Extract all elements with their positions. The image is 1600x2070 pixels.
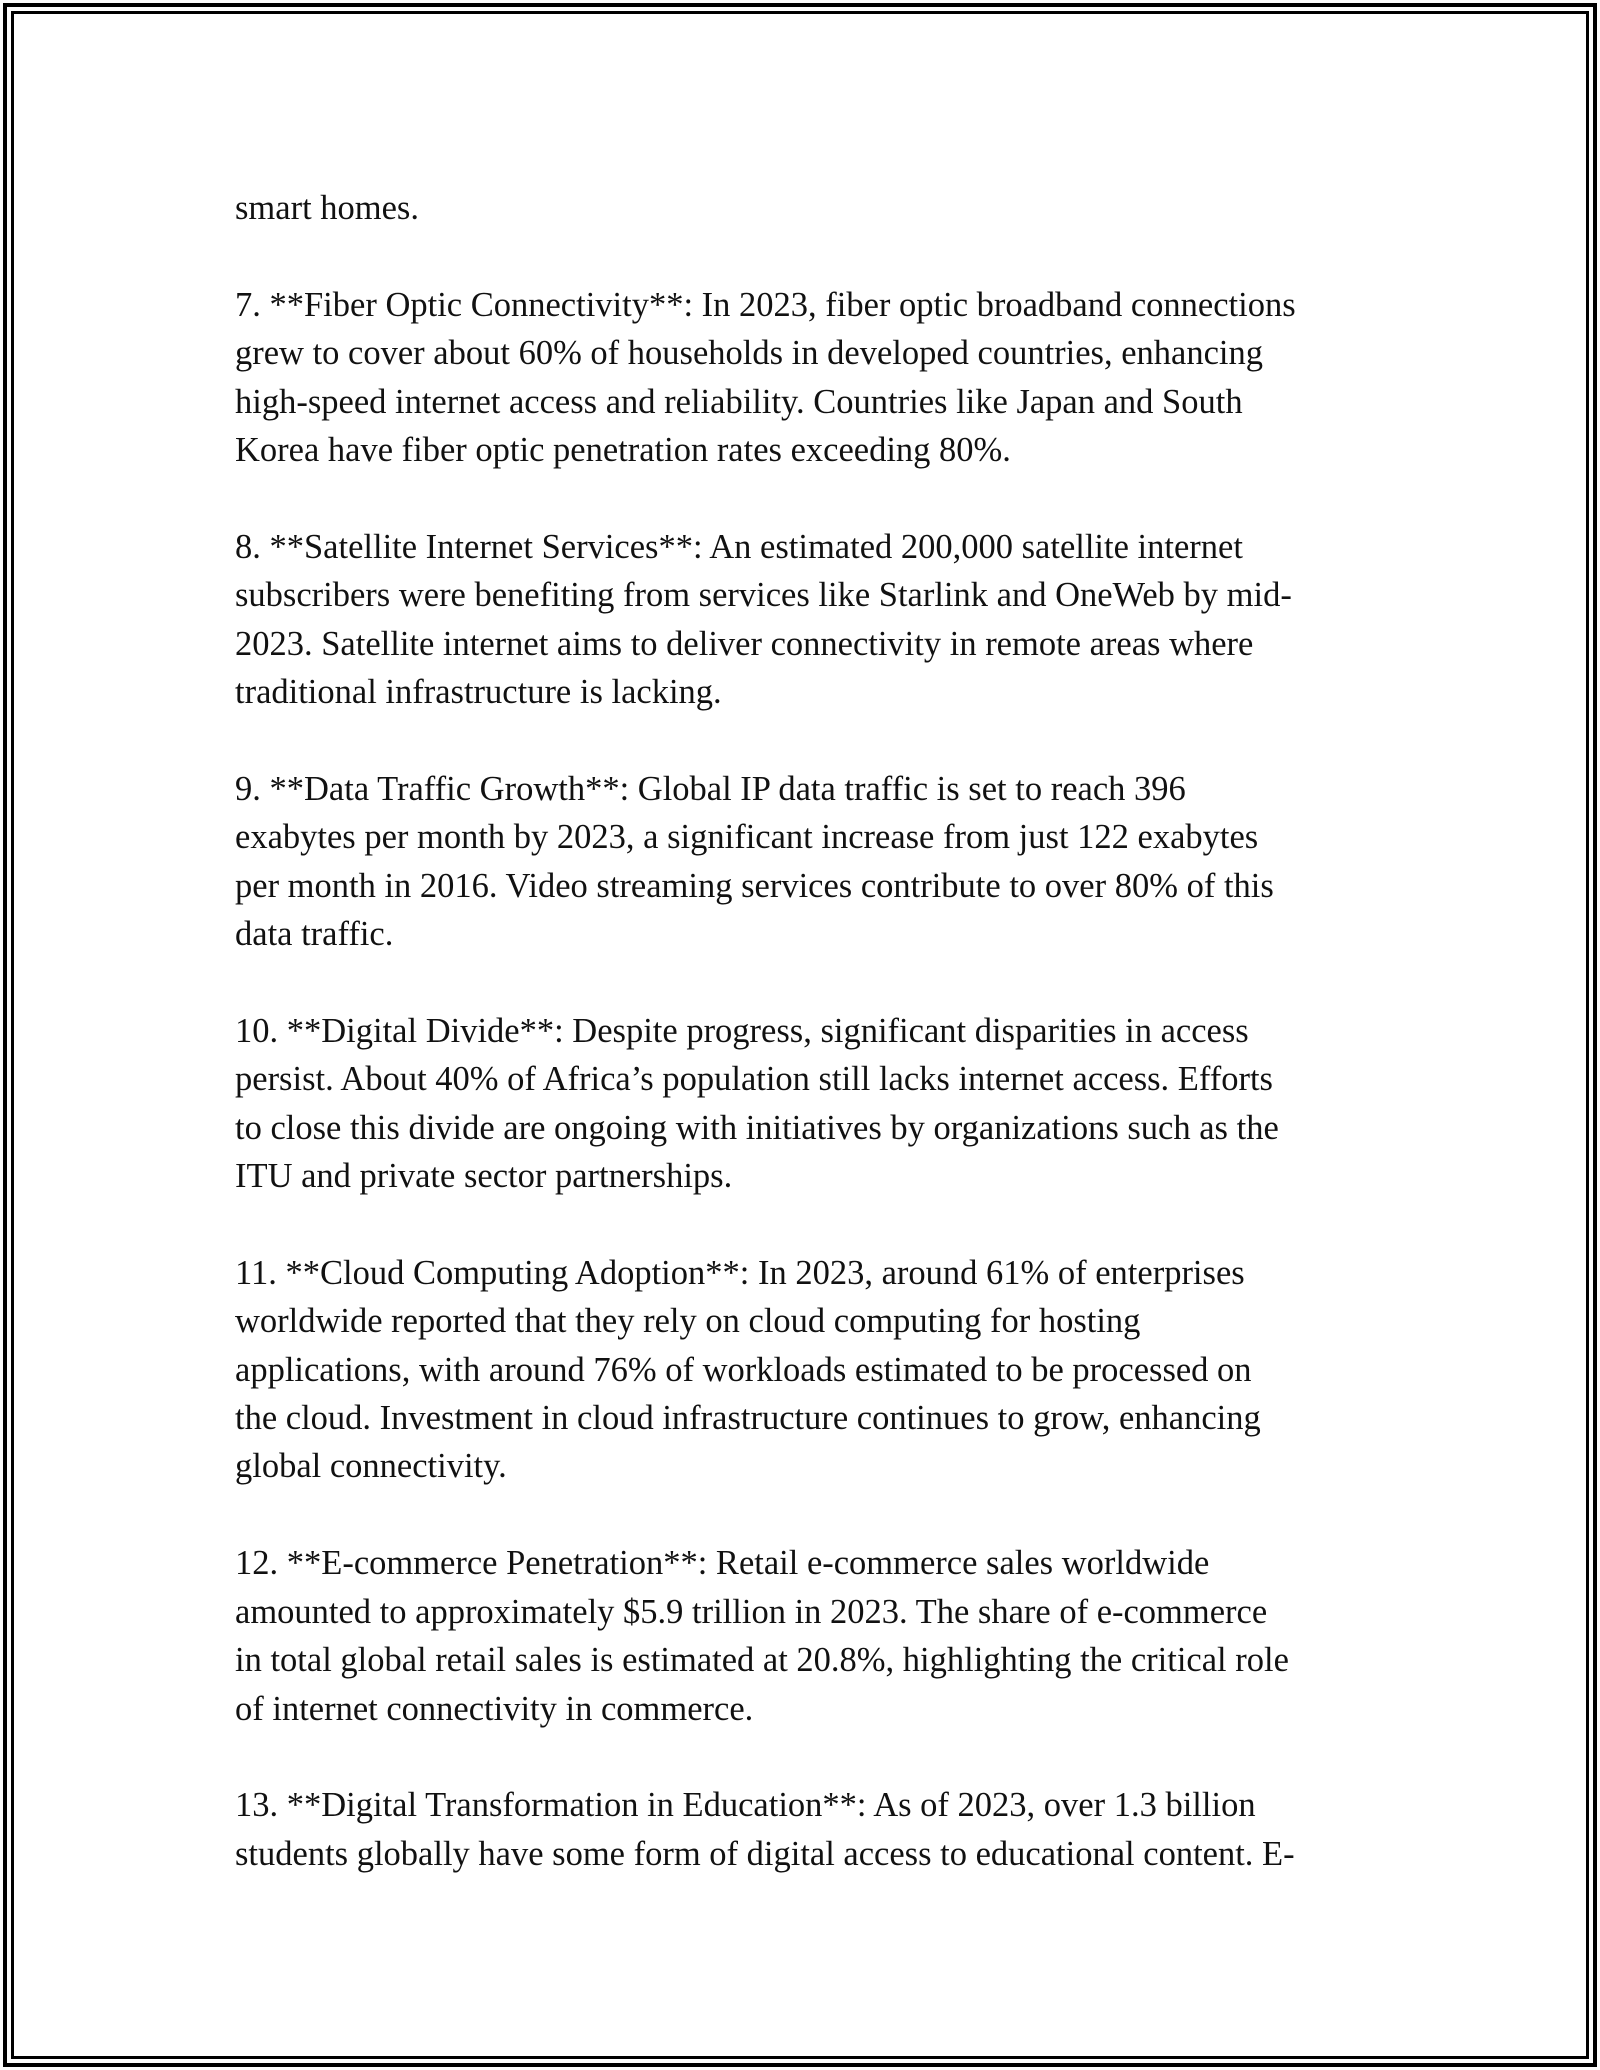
paragraph-digital-divide: 10. **Digital Divide**: Despite progress, significant disparities in access persist. About 40% of Africa’s population still lacks internet access. Efforts to close this divide are ongoing with initiatives by organizations such as the ITU and private sector partnerships. <box>235 1011 1279 1196</box>
paragraph-cloud-computing-adoption: 11. **Cloud Computing Adoption**: In 2023, around 61% of enterprises worldwide reported that they rely on cloud computing for hosting applications, with around 76% of workloads estimated to be processed on the cloud. Investment in cloud infrastructure continues to grow, enhancing global connectivity. <box>235 1253 1261 1486</box>
document-body <box>235 184 1380 1927</box>
paragraph-continuation: smart homes. <box>235 189 419 227</box>
paragraph-digital-transformation-education: 13. **Digital Transformation in Education**: As of 2023, over 1.3 billion students globally have some form of digital access to educational content. E- <box>235 1786 1295 1873</box>
paragraph-fiber-optic-connectivity: 7. **Fiber Optic Connectivity**: In 2023, fiber optic broadband connections grew to cover about 60% of households in developed countries, enhancing high-speed internet access and reliability. Countries like Japan and South Korea have fiber optic penetration rates exceeding 80%. <box>235 285 1296 470</box>
paragraph-e-commerce-penetration: 12. **E-commerce Penetration**: Retail e-commerce sales worldwide amounted to approximately $5.9 trillion in 2023. The share of e-commerce in total global retail sales is estimated at 20.8%, highlighting the critical role of internet connectivity in commerce. <box>235 1544 1289 1728</box>
paragraph-data-traffic-growth: 9. **Data Traffic Growth**: Global IP data traffic is set to reach 396 exabytes per month by 2023, a significant increase from just 122 exabytes per month in 2016. Video streaming services contribute to over 80% of this data traffic. <box>235 769 1274 954</box>
paragraph-satellite-internet-services: 8. **Satellite Internet Services**: An estimated 200,000 satellite internet subscribers were benefiting from services like Starlink and OneWeb by mid- 2023. Satellite internet aims to deliver connectivity in remote areas where traditional infrastructure is lacking. <box>235 527 1292 712</box>
